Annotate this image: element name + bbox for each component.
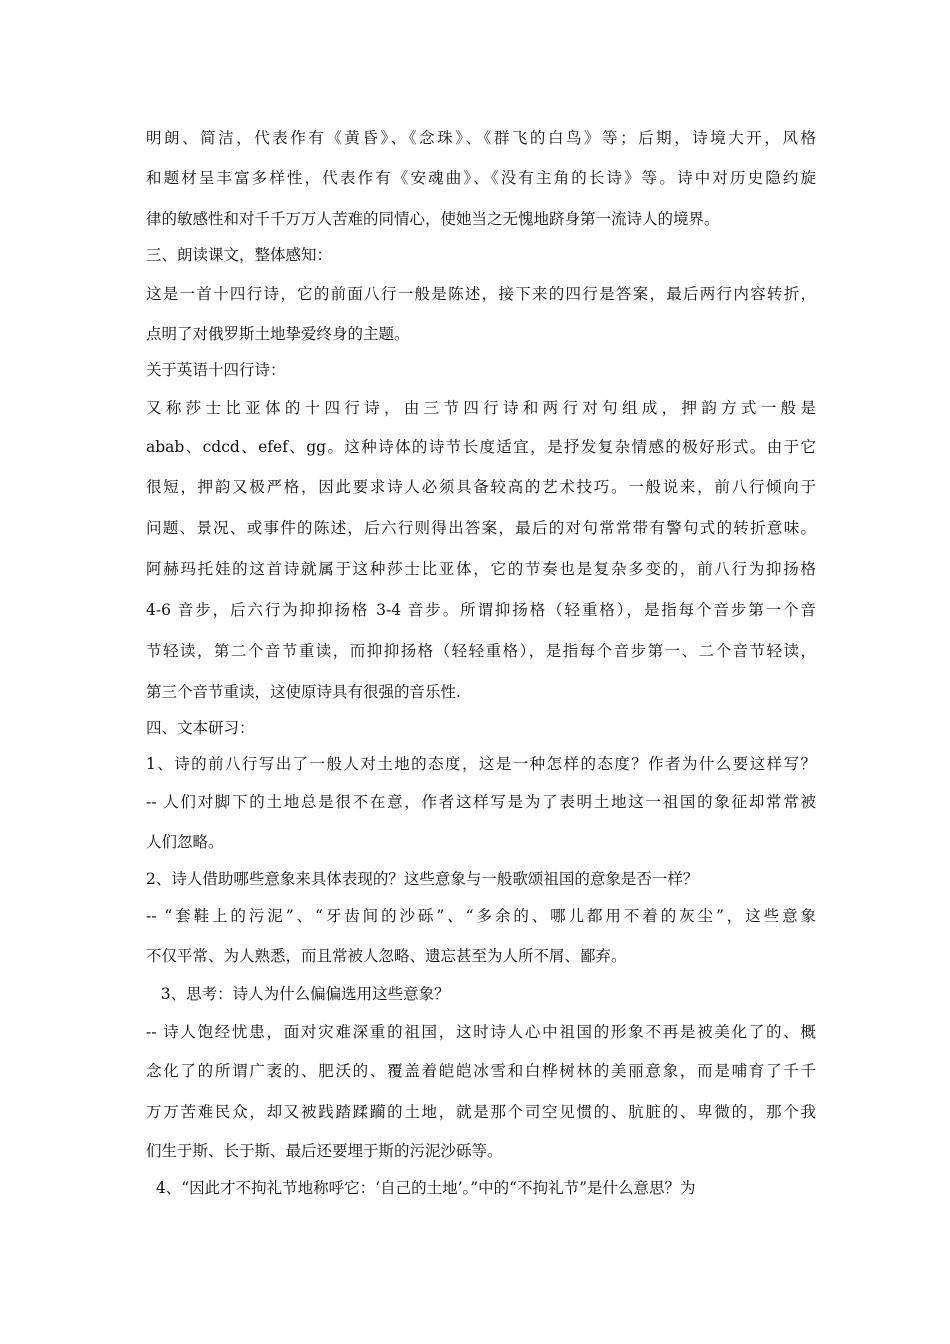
text-line: 很短，押韵又极严格，因此要求诗人必须具备较高的艺术技巧。一般说来，前八行倾向于 <box>146 478 816 496</box>
text-line: 明朗、简洁，代表作有《黄昏》、《念珠》、《群飞的白鸟》等；后期，诗境大开，风格 <box>146 129 816 147</box>
text-line: 又称莎士比亚体的十四行诗，由三节四行诗和两行对句组成，押韵方式一般是 <box>146 399 816 417</box>
section-heading: 三、朗读课文，整体感知： <box>146 246 333 264</box>
answer-line: 万万苦难民众，却又被践踏蹂躏的土地，就是那个司空见惯的、肮脏的、卑微的，那个我 <box>146 1103 816 1121</box>
question-line: 2、诗人借助哪些意象来具体表现的？这些意象与一般歌颂祖国的意象是否一样？ <box>146 870 699 888</box>
answer-line: 念化了的所谓广袤的、肥沃的、覆盖着皑皑冰雪和白桦树林的美丽意象，而是哺育了千千 <box>146 1062 816 1080</box>
text-line: 第三个音节重读，这使原诗具有很强的音乐性. <box>146 683 461 701</box>
text-line: 4-6 音步，后六行为抑抑扬格 3-4 音步。所谓抑扬格（轻重格），是指每个音步第一个音 <box>146 601 816 619</box>
text-line: abab、cdcd、efef、gg。这种诗体的诗节长度适宜，是抒发复杂情感的极好形式。由于它 <box>146 438 816 456</box>
answer-line: 们生于斯、长于斯、最后还要埋于斯的污泥沙砾等。 <box>146 1142 503 1160</box>
text-line: 律的敏感性和对千千万万人苦难的同情心，使她当之无愧地跻身第一流诗人的境界。 <box>146 210 720 228</box>
question-line: 3、思考：诗人为什么偏偏选用这些意象？ <box>146 985 450 1003</box>
question-line: 1、诗的前八行写出了一般人对土地的态度，这是一种怎样的态度？作者为什么要这样写？ <box>146 755 816 773</box>
text-line: 和题材呈丰富多样性，代表作有《安魂曲》、《没有主角的长诗》等。诗中对历史隐约旋 <box>146 169 816 187</box>
answer-line: -- “套鞋上的污泥”、“牙齿间的沙砾”、“多余的、哪儿都用不着的灰尘”，这些意象 <box>146 907 816 925</box>
text-line: 问题、景况、或事件的陈述，后六行则得出答案，最后的对句常常带有警句式的转折意味。 <box>146 519 816 537</box>
section-heading: 四、文本研习： <box>146 719 255 737</box>
question-line: 4、“因此才不拘礼节地称呼它：‘自己的土地’。”中的“不拘礼节”是什么意思？为 <box>146 1179 696 1197</box>
text-line: 这是一首十四行诗，它的前面八行一般是陈述，接下来的四行是答案，最后两行内容转折， <box>146 285 816 303</box>
text-line: 节轻读，第二个音节重读，而抑抑扬格（轻轻重格），是指每个音步第一、二个音节轻读， <box>146 642 816 660</box>
answer-line: 人们忽略。 <box>146 833 224 851</box>
answer-line: 不仅平常、为人熟悉，而且常被人忽略、遗忘甚至为人所不屑、鄙弃。 <box>146 947 627 965</box>
text-line: 阿赫玛托娃的这首诗就属于这种莎士比亚体，它的节奏也是复杂多变的，前八行为抑扬格 <box>146 560 816 578</box>
answer-line: -- 诗人饱经忧患，面对灾难深重的祖国，这时诗人心中祖国的形象不再是被美化了的、概 <box>146 1023 816 1041</box>
answer-line: -- 人们对脚下的土地总是很不在意，作者这样写是为了表明土地这一祖国的象征却常常被 <box>146 793 816 811</box>
subheading: 关于英语十四行诗： <box>146 361 286 379</box>
text-line: 点明了对俄罗斯土地挚爱终身的主题。 <box>146 325 410 343</box>
